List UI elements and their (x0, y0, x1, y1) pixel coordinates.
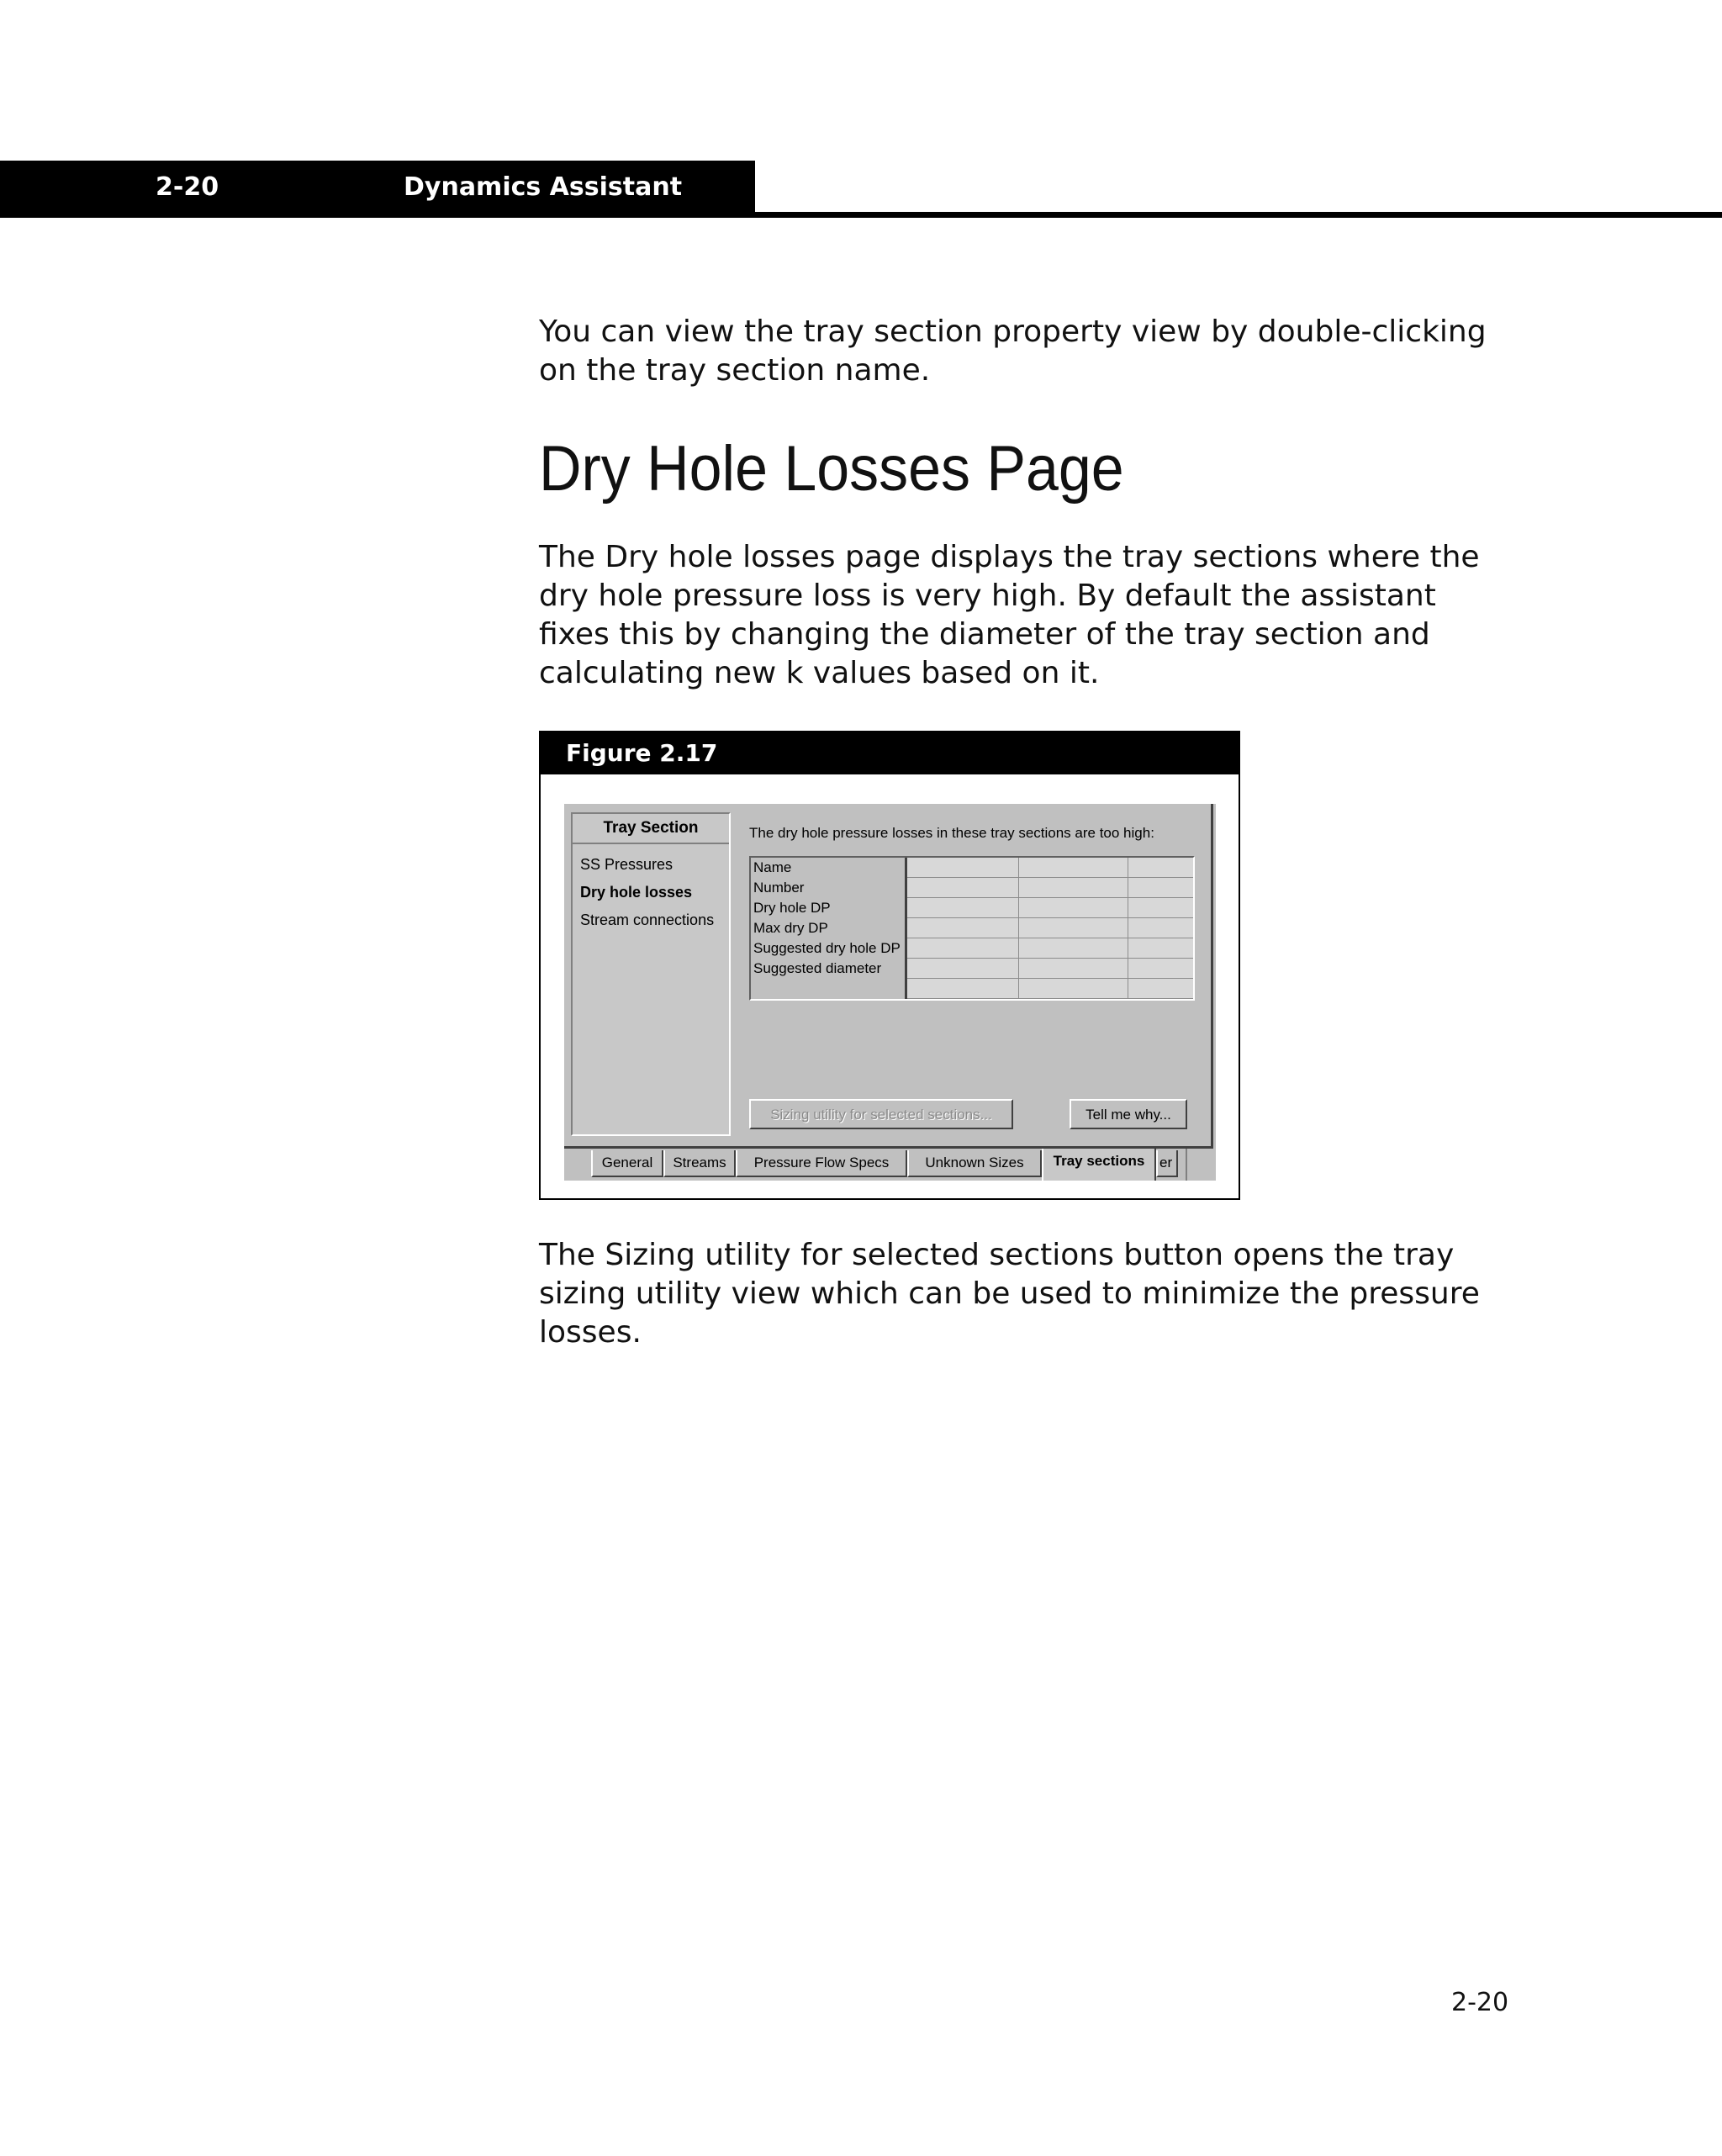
figure-caption-bar (541, 732, 1239, 774)
grid-row-label: Name (751, 858, 907, 878)
grid-row[interactable] (751, 898, 1193, 918)
tree-header: Tray Section (573, 814, 729, 844)
sizing-utility-button[interactable]: Sizing utility for selected sections... (749, 1099, 1013, 1129)
grid-row-label: Suggested dry hole DP (751, 938, 907, 959)
figure-box (539, 731, 1240, 1200)
grid-row[interactable] (751, 878, 1193, 898)
grid-row[interactable] (751, 938, 1193, 959)
message-label: The dry hole pressure losses in these tray sections are too high: (749, 825, 1154, 841)
grid-row[interactable] (751, 959, 1193, 979)
losses-grid[interactable] (749, 856, 1195, 1001)
tab-scroll-arrows[interactable] (1186, 1149, 1216, 1181)
grid-row[interactable] (751, 918, 1193, 938)
app-window-screenshot (564, 804, 1216, 1181)
grid-row[interactable] (751, 858, 1193, 878)
tree-item-dry-hole-losses[interactable]: Dry hole losses (580, 884, 693, 901)
tab-tray-sections[interactable]: Tray sections (1042, 1149, 1156, 1181)
grid-row-label: Suggested diameter (751, 959, 907, 979)
tab-pressure-flow-specs[interactable]: Pressure Flow Specs (736, 1150, 907, 1177)
tree-item-stream-connections[interactable]: Stream connections (580, 912, 715, 928)
description-paragraph: The Dry hole losses page displays the tray sections where the dry hole pressure loss is very high. By default the assistant fixes this by changing the diameter of the tray section and calculating new k values based on it. (539, 540, 1480, 690)
tell-me-why-button[interactable]: Tell me why... (1070, 1099, 1187, 1129)
section-heading: Dry Hole Losses Page (539, 433, 1124, 505)
grid-row-label: Number (751, 878, 907, 898)
intro-paragraph: You can view the tray section property view by double-clicking on the tray section name. (539, 314, 1487, 388)
closing-paragraph: The Sizing utility for selected sections button opens the tray sizing utility view which can be used to minimize the pressure losses. (539, 1238, 1480, 1350)
footer-page-number: 2-20 (1451, 1988, 1509, 2017)
header-chapter-title: Dynamics Assistant (404, 172, 683, 202)
tree-item-ss-pressures[interactable]: SS Pressures (580, 856, 673, 873)
tray-section-tree[interactable] (571, 812, 731, 1136)
grid-row-label (751, 979, 907, 999)
header-rule (755, 212, 1722, 218)
tab-truncated[interactable]: er (1156, 1150, 1178, 1177)
grid-row-label: Max dry DP (751, 918, 907, 938)
tab-general[interactable]: General (591, 1150, 663, 1177)
tab-streams[interactable]: Streams (663, 1150, 736, 1177)
tab-strip (564, 1149, 1216, 1181)
grid-row[interactable] (751, 979, 1193, 999)
figure-caption: Figure 2.17 (566, 739, 718, 767)
grid-row-label: Dry hole DP (751, 898, 907, 918)
tab-unknown-sizes[interactable]: Unknown Sizes (907, 1150, 1042, 1177)
header-page-number: 2-20 (156, 172, 219, 202)
